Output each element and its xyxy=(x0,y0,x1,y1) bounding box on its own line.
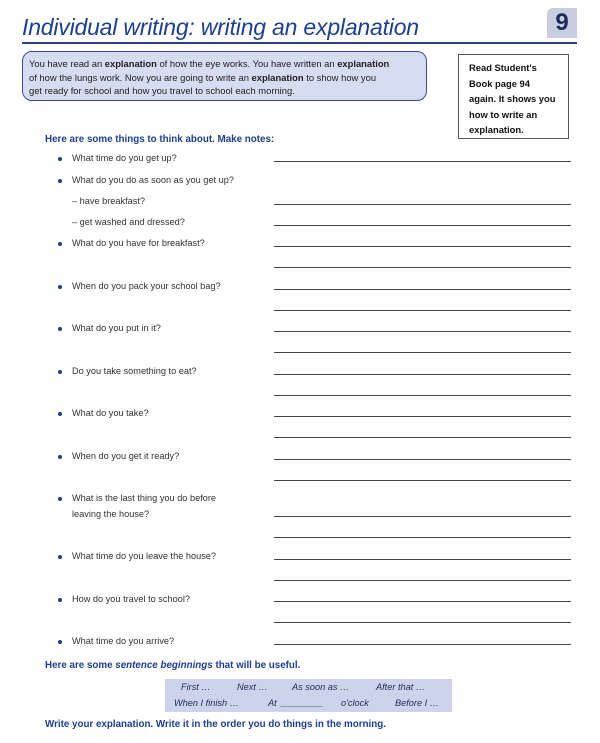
beginnings-heading xyxy=(45,660,300,671)
intro-text: You have read an xyxy=(29,58,105,69)
answer-line[interactable] xyxy=(274,459,571,460)
intro-text: to show how you xyxy=(303,71,377,83)
question-text: What time do you get up? xyxy=(72,153,177,163)
question-text: What do you take? xyxy=(72,408,149,418)
answer-line[interactable] xyxy=(274,267,571,268)
answer-line[interactable] xyxy=(274,289,571,290)
answer-line[interactable] xyxy=(274,537,571,538)
question-text: What time do you leave the house? xyxy=(72,551,217,561)
phrase: Before I … xyxy=(395,698,439,708)
bullet-icon xyxy=(58,455,62,459)
sub-item: – get washed and dressed? xyxy=(72,217,185,227)
question-text: What is the last thing you do before xyxy=(72,493,217,503)
heading-italic: sentence beginnings xyxy=(115,660,213,671)
heading-text: that will be useful. xyxy=(212,660,301,671)
answer-line[interactable] xyxy=(274,352,571,353)
question-text: What do you put in it? xyxy=(72,323,161,333)
question-text: When do you pack your school bag? xyxy=(72,281,221,291)
notes-heading: Here are some things to think about. Make notes: xyxy=(45,134,275,145)
phrase: After that … xyxy=(376,682,426,692)
intro-box xyxy=(22,51,427,101)
note-line: Book page 94 xyxy=(469,77,530,89)
bullet-icon xyxy=(58,157,62,161)
answer-line[interactable] xyxy=(274,644,571,645)
note-line: how to write an xyxy=(469,108,538,120)
bullet-icon xyxy=(58,497,62,501)
question-text: What do you have for breakfast? xyxy=(72,238,205,248)
answer-line[interactable] xyxy=(274,246,571,247)
answer-line[interactable] xyxy=(274,559,571,560)
answer-line[interactable] xyxy=(274,310,571,311)
intro-bold: explanation xyxy=(337,58,390,69)
bullet-icon xyxy=(58,555,62,559)
answer-line[interactable] xyxy=(274,374,571,375)
bullet-icon xyxy=(58,242,62,246)
final-instruction: Write your explanation. Write it in the order you do things in the morning. xyxy=(45,719,386,730)
unit-number-badge xyxy=(547,8,577,38)
intro-bold: explanation xyxy=(251,71,304,83)
phrase: At xyxy=(268,698,277,708)
answer-line[interactable] xyxy=(274,601,571,602)
intro-text: get ready for school and how you travel to school each morning. xyxy=(29,85,295,97)
question-text: Do you take something to eat? xyxy=(72,366,197,376)
phrase: First … xyxy=(181,682,211,692)
heading-text: Here are some xyxy=(45,660,116,671)
phrase: When I finish … xyxy=(174,698,239,708)
answer-line[interactable] xyxy=(274,516,571,517)
answer-line[interactable] xyxy=(274,580,571,581)
page-title: Individual writing: writing an explanation xyxy=(22,14,419,40)
bullet-icon xyxy=(58,179,62,183)
reference-note-box xyxy=(458,54,569,139)
answer-line[interactable] xyxy=(274,622,571,623)
question-text: What do you do as soon as you get up? xyxy=(72,175,234,185)
note-line: Read Student's xyxy=(469,62,537,73)
question-text: When do you get it ready? xyxy=(72,451,180,461)
bullet-icon xyxy=(58,412,62,416)
bullet-icon xyxy=(58,370,62,374)
answer-line[interactable] xyxy=(274,437,571,438)
answer-line[interactable] xyxy=(274,331,571,332)
intro-text: of how the eye works. You have written an xyxy=(156,58,338,69)
answer-line[interactable] xyxy=(274,161,571,162)
note-line: explanation. xyxy=(469,124,524,135)
bullet-icon xyxy=(58,327,62,331)
bullet-icon xyxy=(58,598,62,602)
intro-bold: explanation xyxy=(104,58,157,69)
unit-number: 9 xyxy=(555,9,569,36)
answer-line[interactable] xyxy=(274,225,571,226)
answer-line[interactable] xyxy=(274,395,571,396)
sub-item: – have breakfast? xyxy=(72,196,146,206)
question-text: What time do you arrive? xyxy=(72,636,175,646)
phrase: o'clock xyxy=(341,698,369,708)
phrase: Next … xyxy=(237,682,268,692)
bullet-icon xyxy=(58,285,62,289)
phrase: As soon as … xyxy=(292,682,350,692)
answer-line[interactable] xyxy=(274,416,571,417)
question-text: How do you travel to school? xyxy=(72,594,190,604)
answer-line[interactable] xyxy=(274,204,571,205)
sentence-beginnings-box xyxy=(165,679,452,712)
question-continuation: leaving the house? xyxy=(72,509,150,519)
bullet-icon xyxy=(58,640,62,644)
title-rule xyxy=(22,42,577,44)
answer-line[interactable] xyxy=(274,480,571,481)
blank-line: __________ xyxy=(281,698,323,708)
note-line: again. It shows you xyxy=(469,93,556,104)
intro-text: of how the lungs work. Now you are going to write an xyxy=(29,71,252,83)
